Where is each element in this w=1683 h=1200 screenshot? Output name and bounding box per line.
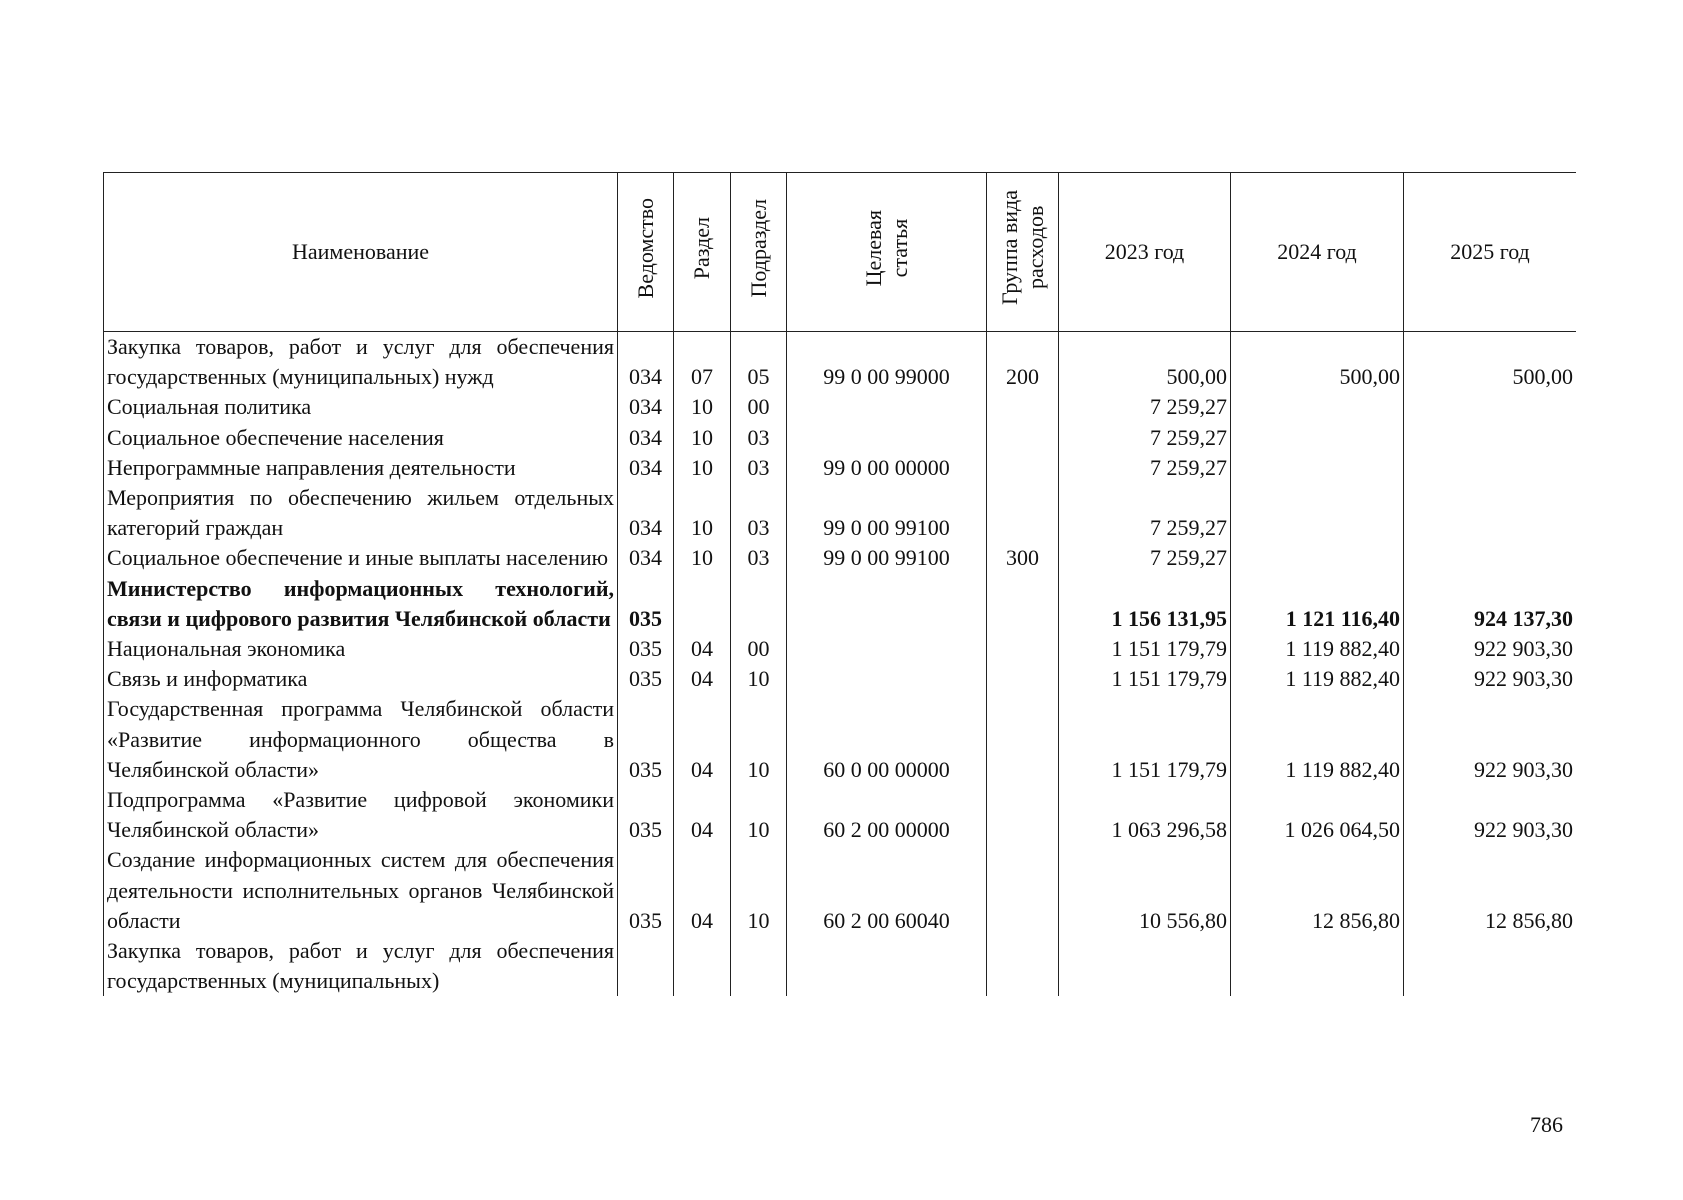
table-row <box>104 453 1577 483</box>
table-row <box>104 785 1577 845</box>
table-row <box>104 483 1577 543</box>
cell-2024 <box>1231 936 1404 996</box>
cell-gruppa <box>987 936 1059 996</box>
cell-name: Социальная политика <box>104 392 618 422</box>
cell-vedomstvo: 035 <box>618 574 674 634</box>
cell-celevaya-statya: 60 0 00 00000 <box>787 694 987 785</box>
header-name: Наименование <box>104 173 618 332</box>
cell-2023 <box>1059 936 1231 996</box>
cell-celevaya-statya: 60 2 00 00000 <box>787 785 987 845</box>
cell-2025: 922 903,30 <box>1404 634 1577 664</box>
cell-vedomstvo: 035 <box>618 664 674 694</box>
cell-celevaya-statya: 60 2 00 60040 <box>787 845 987 936</box>
cell-name: Непрограммные направления деятельности <box>104 453 618 483</box>
cell-podrazdel: 10 <box>731 785 787 845</box>
cell-podrazdel: 03 <box>731 483 787 543</box>
cell-gruppa: 300 <box>987 543 1059 573</box>
cell-2023: 10 556,80 <box>1059 845 1231 936</box>
cell-2023: 1 156 131,95 <box>1059 574 1231 634</box>
cell-2024 <box>1231 543 1404 573</box>
cell-2025 <box>1404 936 1577 996</box>
cell-2024 <box>1231 483 1404 543</box>
cell-2025: 500,00 <box>1404 332 1577 393</box>
cell-razdel <box>674 574 731 634</box>
cell-celevaya-statya <box>787 574 987 634</box>
cell-2025 <box>1404 483 1577 543</box>
table-row <box>104 664 1577 694</box>
cell-name: Создание информационных систем для обеспечения деятельности исполнительных органов Челябинской области <box>104 845 618 936</box>
cell-2024: 1 119 882,40 <box>1231 634 1404 664</box>
cell-vedomstvo: 034 <box>618 453 674 483</box>
cell-celevaya-statya: 99 0 00 99100 <box>787 483 987 543</box>
budget-table <box>103 172 1576 996</box>
cell-razdel: 10 <box>674 392 731 422</box>
cell-2025 <box>1404 423 1577 453</box>
cell-gruppa <box>987 634 1059 664</box>
cell-razdel: 10 <box>674 543 731 573</box>
cell-2024 <box>1231 453 1404 483</box>
cell-name: Социальное обеспечение и иные выплаты населению <box>104 543 618 573</box>
cell-gruppa <box>987 785 1059 845</box>
budget-table-container <box>103 172 1576 1099</box>
cell-2023: 7 259,27 <box>1059 392 1231 422</box>
cell-vedomstvo: 035 <box>618 634 674 664</box>
cell-razdel: 04 <box>674 664 731 694</box>
cell-podrazdel: 03 <box>731 453 787 483</box>
cell-gruppa <box>987 694 1059 785</box>
cell-gruppa <box>987 483 1059 543</box>
cell-razdel: 04 <box>674 694 731 785</box>
cell-2024 <box>1231 423 1404 453</box>
header-2023: 2023 год <box>1059 173 1231 332</box>
header-gruppa-vida-rashodov: Группа вида расходов <box>987 173 1059 332</box>
table-row <box>104 694 1577 785</box>
header-celevaya-statya: Целевая статья <box>787 173 987 332</box>
cell-podrazdel: 00 <box>731 634 787 664</box>
cell-2024: 1 119 882,40 <box>1231 664 1404 694</box>
cell-razdel: 10 <box>674 453 731 483</box>
cell-celevaya-statya: 99 0 00 99100 <box>787 543 987 573</box>
cell-celevaya-statya: 99 0 00 00000 <box>787 453 987 483</box>
cell-2025 <box>1404 453 1577 483</box>
cell-name: Мероприятия по обеспечению жильем отдельных категорий граждан <box>104 483 618 543</box>
cell-vedomstvo <box>618 936 674 996</box>
cell-2024: 1 121 116,40 <box>1231 574 1404 634</box>
table-row <box>104 543 1577 573</box>
header-2025: 2025 год <box>1404 173 1577 332</box>
cell-razdel: 10 <box>674 423 731 453</box>
cell-gruppa <box>987 664 1059 694</box>
cell-gruppa <box>987 392 1059 422</box>
cell-vedomstvo: 035 <box>618 785 674 845</box>
cell-name: Закупка товаров, работ и услуг для обеспечения государственных (муниципальных) нужд <box>104 332 618 393</box>
cell-2025: 922 903,30 <box>1404 694 1577 785</box>
cell-gruppa: 200 <box>987 332 1059 393</box>
cell-name: Подпрограмма «Развитие цифровой экономики Челябинской области» <box>104 785 618 845</box>
cell-name: Социальное обеспечение населения <box>104 423 618 453</box>
cell-podrazdel <box>731 936 787 996</box>
cell-celevaya-statya <box>787 664 987 694</box>
cell-razdel: 04 <box>674 785 731 845</box>
table-row <box>104 392 1577 422</box>
cell-podrazdel: 05 <box>731 332 787 393</box>
cell-2025 <box>1404 543 1577 573</box>
header-razdel: Раздел <box>674 173 731 332</box>
table-row <box>104 634 1577 664</box>
cell-celevaya-statya <box>787 634 987 664</box>
cell-podrazdel: 10 <box>731 694 787 785</box>
cell-vedomstvo: 034 <box>618 392 674 422</box>
cell-2023: 7 259,27 <box>1059 543 1231 573</box>
cell-2023: 7 259,27 <box>1059 483 1231 543</box>
cell-2024: 1 119 882,40 <box>1231 694 1404 785</box>
cell-2023: 500,00 <box>1059 332 1231 393</box>
cell-2023: 7 259,27 <box>1059 453 1231 483</box>
cell-vedomstvo: 035 <box>618 694 674 785</box>
cell-podrazdel: 10 <box>731 664 787 694</box>
cell-gruppa <box>987 845 1059 936</box>
table-row <box>104 332 1577 393</box>
cell-2025 <box>1404 392 1577 422</box>
cell-2024: 500,00 <box>1231 332 1404 393</box>
cell-razdel: 07 <box>674 332 731 393</box>
table-row <box>104 423 1577 453</box>
cell-2024: 1 026 064,50 <box>1231 785 1404 845</box>
cell-gruppa <box>987 574 1059 634</box>
cell-gruppa <box>987 453 1059 483</box>
cell-name: Государственная программа Челябинской области «Развитие информационного общества в Челябинской области» <box>104 694 618 785</box>
cell-vedomstvo: 034 <box>618 423 674 453</box>
header-vedomstvo: Ведомство <box>618 173 674 332</box>
cell-razdel <box>674 936 731 996</box>
page-number: 786 <box>1530 1112 1563 1137</box>
cell-razdel: 04 <box>674 634 731 664</box>
cell-celevaya-statya <box>787 423 987 453</box>
cell-celevaya-statya <box>787 936 987 996</box>
cell-razdel: 04 <box>674 845 731 936</box>
cell-2023: 7 259,27 <box>1059 423 1231 453</box>
cell-podrazdel: 03 <box>731 423 787 453</box>
cell-razdel: 10 <box>674 483 731 543</box>
cell-2024 <box>1231 392 1404 422</box>
cell-2023: 1 151 179,79 <box>1059 634 1231 664</box>
cell-2023: 1 063 296,58 <box>1059 785 1231 845</box>
cell-name: Министерство информационных технологий, связи и цифрового развития Челябинской области <box>104 574 618 634</box>
cell-2025: 12 856,80 <box>1404 845 1577 936</box>
cell-celevaya-statya: 99 0 00 99000 <box>787 332 987 393</box>
header-podrazdel: Подраздел <box>731 173 787 332</box>
cell-vedomstvo: 034 <box>618 543 674 573</box>
cell-podrazdel: 00 <box>731 392 787 422</box>
cell-name: Национальная экономика <box>104 634 618 664</box>
cell-2023: 1 151 179,79 <box>1059 664 1231 694</box>
cell-gruppa <box>987 423 1059 453</box>
cell-vedomstvo: 034 <box>618 332 674 393</box>
cell-vedomstvo: 034 <box>618 483 674 543</box>
table-row <box>104 574 1577 634</box>
header-row <box>104 173 1577 332</box>
cell-name: Связь и информатика <box>104 664 618 694</box>
cell-podrazdel: 03 <box>731 543 787 573</box>
cell-celevaya-statya <box>787 392 987 422</box>
cell-2025: 924 137,30 <box>1404 574 1577 634</box>
cell-2023: 1 151 179,79 <box>1059 694 1231 785</box>
header-2024: 2024 год <box>1231 173 1404 332</box>
table-row <box>104 845 1577 936</box>
cell-2025: 922 903,30 <box>1404 785 1577 845</box>
cell-2024: 12 856,80 <box>1231 845 1404 936</box>
cell-vedomstvo: 035 <box>618 845 674 936</box>
table-row <box>104 936 1577 996</box>
cell-name: Закупка товаров, работ и услуг для обеспечения государственных (муниципальных) <box>104 936 618 996</box>
cell-podrazdel: 10 <box>731 845 787 936</box>
cell-2025: 922 903,30 <box>1404 664 1577 694</box>
cell-podrazdel <box>731 574 787 634</box>
table-body <box>104 332 1577 997</box>
